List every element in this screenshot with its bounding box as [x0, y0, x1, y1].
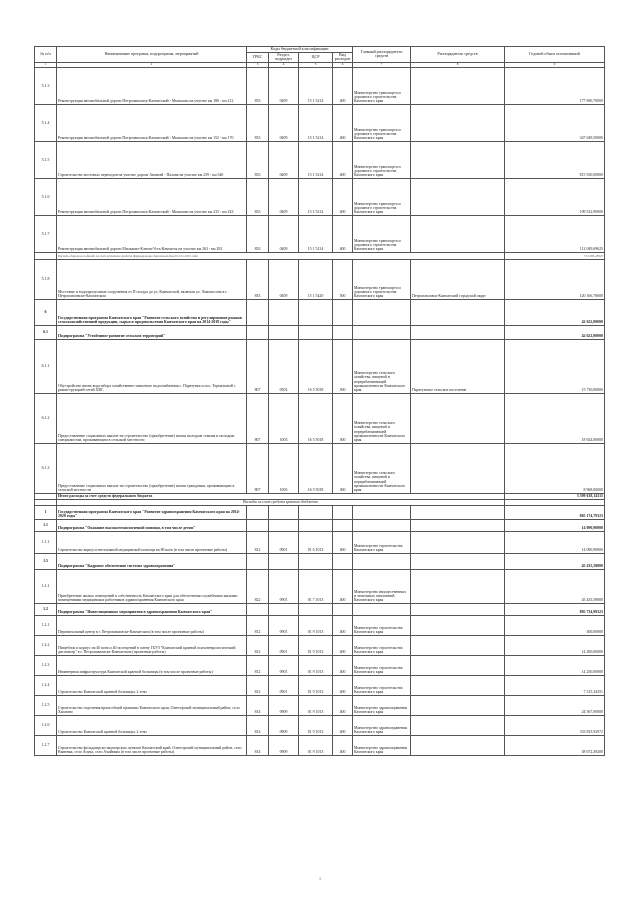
row-vr: 400: [333, 67, 353, 104]
table-row: [35, 443, 605, 493]
column-number: 2: [57, 62, 247, 67]
row-vr: 500: [333, 259, 353, 299]
row-vr: 400: [333, 178, 353, 215]
row-name: Реконструкция автомобильной дороги Петропавловск-Камчатский - Мильково на участке км 233 - км 243: [57, 178, 247, 215]
row-vr: 400: [333, 215, 353, 252]
row-vr: 400: [333, 569, 353, 603]
row-sum: 300,00000: [505, 615, 605, 635]
row-sum: 38 672,49200: [505, 735, 605, 755]
header-rasp: Распорядитель средств: [411, 47, 505, 63]
row-grbs: 807: [247, 443, 269, 493]
row-sum: 24 567,00000: [505, 695, 605, 715]
row-grbs: 833: [247, 259, 269, 299]
row-num: 6.1: [35, 325, 57, 339]
header-codes-group: Коды бюджетной классификации: [247, 47, 353, 53]
row-num: 5.1.6: [35, 178, 57, 215]
table-row: [35, 655, 605, 675]
header-grbs: ГРБС: [247, 52, 269, 62]
header-razdel: Раздел, подраздел: [269, 52, 299, 62]
subprogram-row: [35, 553, 605, 569]
budget-table: [34, 46, 605, 756]
header-num: № п/п: [35, 47, 57, 63]
row-rasp: [411, 443, 505, 493]
row-grbs: 812: [247, 655, 269, 675]
row-org: Министерство транспорта и дорожного строительства Камчатского края: [353, 215, 411, 252]
row-csr: 16 5 5018: [299, 393, 333, 443]
subprogram-name: Подпрограмма "Оказание высокотехнологичной помощи, в том числе детям": [57, 519, 247, 531]
program-name: Государственная программа Камчатского края "Развитие сельского хозяйства и регулирование рынков сельскохозяйственной продукции, сырья и продовольствия Камчатского края на 2014-2018 годы": [57, 299, 247, 325]
row-csr: 15 1 5214: [299, 215, 333, 252]
row-name: Инженерная инфраструктура Камчатской краевой больницы (в том числе проектные работы): [57, 655, 247, 675]
total-sum: 3 599 618,14315: [505, 493, 605, 499]
table-row: [35, 735, 605, 755]
row-rasp: [411, 67, 505, 104]
row-num: 5.1.3: [35, 67, 57, 104]
note-row: [35, 252, 605, 259]
row-num: 5.1.8: [35, 259, 57, 299]
row-sum: 15 730,00000: [505, 339, 605, 393]
row-csr: 01 7 1013: [299, 569, 333, 603]
page-number: 1: [319, 876, 321, 881]
row-rasp: [411, 715, 505, 735]
column-number: 1: [35, 62, 57, 67]
row-num: 1.2.7: [35, 735, 57, 755]
row-num: 5.1.7: [35, 215, 57, 252]
row-rasp: [411, 215, 505, 252]
row-vr: 400: [333, 655, 353, 675]
row-razdel: 0909: [269, 735, 299, 755]
budget-document: [34, 46, 604, 756]
row-grbs: 822: [247, 569, 269, 603]
total-label: Итого расходы за счет средств федерального бюджета: [57, 493, 505, 499]
row-sum: 333 835,92972: [505, 715, 605, 735]
row-csr: 01 9 1013: [299, 655, 333, 675]
row-org: Министерство здравоохранения Камчатского края: [353, 695, 411, 715]
subprogram-row: [35, 325, 605, 339]
row-razdel: 1003: [269, 443, 299, 493]
row-sum: 347 649,50000: [505, 104, 605, 141]
subprogram-sum: 805 734,98323: [505, 603, 605, 615]
row-grbs: 812: [247, 675, 269, 695]
program-name: Государственная программа Камчатского края "Развитие здравоохранения Камчатского края на 2014-2020 годы": [57, 505, 247, 519]
row-org: Министерство строительства Камчатского края: [353, 531, 411, 553]
row-num: 1.2.2: [35, 635, 57, 655]
row-rasp: [411, 635, 505, 655]
table-row: [35, 569, 605, 603]
note-label: [57, 252, 505, 259]
row-rasp: Паратунское сельское поселение: [411, 339, 505, 393]
row-csr: 15 1 5420: [299, 259, 333, 299]
row-sum: 7 315,34351: [505, 675, 605, 695]
note-text: Расходы дорожного фонда за счет остатков средств формирующих дорожный фонд: [58, 254, 176, 259]
row-org: Министерство имущественных и земельных отношений Камчатского края: [353, 569, 411, 603]
column-number: 4: [269, 62, 299, 67]
row-grbs: 833: [247, 178, 269, 215]
row-sum: 177 690,70000: [505, 67, 605, 104]
row-grbs: 814: [247, 695, 269, 715]
row-num: 1.2.6: [35, 715, 57, 735]
table-row: [35, 675, 605, 695]
row-org: Министерство строительства Камчатского края: [353, 655, 411, 675]
row-name: Строительство фельдшерско-акушерских пунктов Камчатский край, Олюторский муниципальный район, село Вывенка, село Апука, село Ачайваям (в том числе проектные работы): [57, 735, 247, 755]
row-csr: 15 1 5214: [299, 104, 333, 141]
row-rasp: [411, 655, 505, 675]
row-rasp: [411, 141, 505, 178]
column-number: 9: [505, 62, 605, 67]
row-rasp: Петропавловск-Камчатский городской округ: [411, 259, 505, 299]
row-razdel: 0901: [269, 569, 299, 603]
row-vr: 300: [333, 443, 353, 493]
subprogram-name: Подпрограмма "Инвестиционные мероприятия в здравоохранении Камчатского края": [57, 603, 247, 615]
row-csr: 01 9 1013: [299, 615, 333, 635]
row-num: 1.2: [35, 603, 57, 615]
table-row: [35, 695, 605, 715]
table-row: [35, 635, 605, 655]
row-num: 1.2.4: [35, 675, 57, 695]
row-csr: 01 9 1013: [299, 715, 333, 735]
row-org: Министерство строительства Камчатского края: [353, 615, 411, 635]
row-num: 5.1.5: [35, 141, 57, 178]
row-num: 1.2.1: [35, 569, 57, 603]
header-csr: ЦСР: [299, 52, 333, 62]
row-csr: 15 1 5214: [299, 178, 333, 215]
row-num: 1.1: [35, 519, 57, 531]
column-number: 7: [353, 62, 411, 67]
row-rasp: [411, 178, 505, 215]
column-number: 3: [247, 62, 269, 67]
row-razdel: 0901: [269, 675, 299, 695]
row-org: Министерство здравоохранения Камчатского края: [353, 715, 411, 735]
table-row: [35, 615, 605, 635]
row-org: Министерство строительства Камчатского края: [353, 635, 411, 655]
row-grbs: 812: [247, 615, 269, 635]
row-rasp: [411, 393, 505, 443]
row-sum: 14 090,90000: [505, 531, 605, 553]
row-razdel: 0409: [269, 215, 299, 252]
row-num: 6.1.1: [35, 339, 57, 393]
table-row: [35, 339, 605, 393]
program-sum: 42 622,00000: [505, 299, 605, 325]
header-vr: Вид расходов: [333, 52, 353, 62]
row-num: 6: [35, 299, 57, 325]
subprogram-name: Подпрограмма "Устойчивое развитие сельских территорий": [57, 325, 247, 339]
row-rasp: [411, 615, 505, 635]
row-csr: 16 5 5018: [299, 443, 333, 493]
row-vr: 400: [333, 141, 353, 178]
note-date: 01.01.2015 года: [176, 254, 198, 259]
row-razdel: 0909: [269, 695, 299, 715]
table-row: [35, 393, 605, 443]
row-vr: 500: [333, 339, 353, 393]
table-row: [35, 259, 605, 299]
row-org: Министерство здравоохранения Камчатского края: [353, 735, 411, 755]
column-number: 5: [299, 62, 333, 67]
table-row: [35, 104, 605, 141]
row-num: 1.1.1: [35, 531, 57, 553]
subprogram-sum: 42 622,00000: [505, 325, 605, 339]
row-grbs: 807: [247, 393, 269, 443]
row-razdel: 0901: [269, 655, 299, 675]
row-grbs: 833: [247, 215, 269, 252]
subprogram-row: [35, 519, 605, 531]
row-razdel: 0409: [269, 141, 299, 178]
row-num: 1: [35, 505, 57, 519]
row-grbs: 833: [247, 104, 269, 141]
row-org: Министерство транспорта и дорожного строительства Камчатского края: [353, 259, 411, 299]
row-name: Обустройство вновь водозабора хозяйственно-питьевого водоснабжения с. Паратунка и пос. Термальный с реконструкцией сетей ХВС: [57, 339, 247, 393]
table-row: [35, 531, 605, 553]
row-num: 5.1.4: [35, 104, 57, 141]
row-rasp: [411, 531, 505, 553]
header-name: Наименование программ, подпрограмм, мероприятий: [57, 47, 247, 63]
row-rasp: [411, 104, 505, 141]
row-org: Министерство транспорта и дорожного строительства Камчатского края: [353, 178, 411, 215]
subprogram-name: Подпрограмма "Кадровое обеспечение системы здравоохранения": [57, 553, 247, 569]
column-number: 6: [333, 62, 353, 67]
row-name: Перинатальный центр в г. Петропавловске-Камчатском (в том числе проектные работы): [57, 615, 247, 635]
row-razdel: 0502: [269, 339, 299, 393]
subprogram-row: [35, 603, 605, 615]
row-org: Министерство транспорта и дорожного строительства Камчатского края: [353, 67, 411, 104]
row-razdel: 0409: [269, 259, 299, 299]
row-csr: 15 1 5214: [299, 141, 333, 178]
row-razdel: 0409: [269, 178, 299, 215]
row-name: Приобретение жилых помещений в собственность Камчатского края для обеспечения служебными жилыми помещениями медицинских работников здравоохранения Камчатского края: [57, 569, 247, 603]
row-sum: 14 250,00000: [505, 655, 605, 675]
row-razdel: 0901: [269, 635, 299, 655]
row-grbs: 833: [247, 67, 269, 104]
table-row: [35, 67, 605, 104]
row-org: Министерство транспорта и дорожного строительства Камчатского края: [353, 104, 411, 141]
table-row: [35, 178, 605, 215]
program-row: [35, 299, 605, 325]
row-vr: 400: [333, 531, 353, 553]
row-vr: 400: [333, 635, 353, 655]
program-row: [35, 505, 605, 519]
row-rasp: [411, 675, 505, 695]
row-grbs: 814: [247, 715, 269, 735]
row-vr: 400: [333, 615, 353, 635]
row-name: Строительство отделения врача общей практики Камчатского края, Олюторский муниципальный район, село Хаилино: [57, 695, 247, 715]
row-grbs: 812: [247, 531, 269, 553]
row-csr: 01 9 1013: [299, 735, 333, 755]
row-sum: 8 968,00000: [505, 443, 605, 493]
table-row: [35, 215, 605, 252]
row-grbs: 807: [247, 339, 269, 393]
row-org: Министерство сельского хозяйства, пищевой и перерабатывающей промышленности Камчатского края: [353, 443, 411, 493]
row-csr: 16 5 5018: [299, 339, 333, 393]
row-num: 1.2.5: [35, 695, 57, 715]
row-vr: 400: [333, 104, 353, 141]
row-num: 1.2.3: [35, 655, 57, 675]
row-razdel: 1003: [269, 393, 299, 443]
table-row: [35, 715, 605, 735]
row-name: Пищеблок и корпус на 40 коек и 40 посещений в смену ГБУЗ "Камчатский краевой психоневрологический диспансер" в г. Петропавловске-Камчатском (проектные работы): [57, 635, 247, 655]
table-body: [35, 67, 605, 755]
note-sum: 713 283,43625: [505, 252, 605, 259]
table-row: [35, 141, 605, 178]
row-grbs: 833: [247, 141, 269, 178]
subprogram-sum: 14 090,90000: [505, 519, 605, 531]
row-org: Министерство транспорта и дорожного строительства Камчатского края: [353, 141, 411, 178]
row-rasp: [411, 569, 505, 603]
row-name: Строительство Камчатской краевой больницы, 2 этап: [57, 675, 247, 695]
row-org: Министерство строительства Камчатского края: [353, 675, 411, 695]
row-razdel: 0901: [269, 531, 299, 553]
row-vr: 400: [333, 695, 353, 715]
row-sum: 815 550,00000: [505, 141, 605, 178]
row-vr: 400: [333, 675, 353, 695]
row-name: Реконструкция автомобильной дороги Петропавловск-Камчатский - Мильково на участке км 186 - км 212: [57, 67, 247, 104]
row-sum: 112 049,69625: [505, 215, 605, 252]
row-sum: 45 435,58000: [505, 569, 605, 603]
row-num: 1.5: [35, 553, 57, 569]
row-name: Предоставление социальных выплат на строительство (приобретение) жилья молодым семьям и молодым специалистам, проживающим в сельской местности: [57, 393, 247, 443]
row-grbs: 812: [247, 635, 269, 655]
row-num: 6.1.2: [35, 393, 57, 443]
row-name: Строительство мостовых переходов на участке дороги Анавгай - Палана на участке км 259 - км 340: [57, 141, 247, 178]
row-org: Министерство сельского хозяйства, пищевой и перерабатывающей промышленности Камчатского края: [353, 339, 411, 393]
row-grbs: 814: [247, 735, 269, 755]
row-sum: 109 532,90000: [505, 178, 605, 215]
table-header: [35, 47, 605, 68]
row-csr: 15 1 5214: [299, 67, 333, 104]
row-rasp: [411, 695, 505, 715]
row-name: Строительство Камчатской краевой больницы, 2 этап: [57, 715, 247, 735]
row-csr: 01 9 1013: [299, 675, 333, 695]
header-sum: Годовой объем ассигнований: [505, 47, 605, 63]
row-csr: 01 9 1013: [299, 635, 333, 655]
section-title: Расходы за счет средств краевого бюджета: [57, 499, 505, 505]
row-num: 6.1.3: [35, 443, 57, 493]
row-vr: 400: [333, 715, 353, 735]
row-sum: 120 166,70600: [505, 259, 605, 299]
row-razdel: 0909: [269, 715, 299, 735]
row-name: Реконструкция автомобильной дороги Петропавловск-Камчатский - Мильково на участке км 152 - км 170: [57, 104, 247, 141]
row-name: Реконструкция автомобильной дороги Мильково-Ключи-Усть-Камчатск на участке км 263 - км 292: [57, 215, 247, 252]
row-vr: 400: [333, 735, 353, 755]
row-name: Мостовые и водопропускные сооружения от П полуда до ул. Камчатской, включая ул. Ломоносова в г. Петропавловске-Камчатском: [57, 259, 247, 299]
row-razdel: 0409: [269, 67, 299, 104]
row-razdel: 0901: [269, 615, 299, 635]
row-org: Министерство сельского хозяйства, пищевой и перерабатывающей промышленности Камчатского края: [353, 393, 411, 443]
program-sum: 865 174,79323: [505, 505, 605, 519]
row-csr: 01 9 1013: [299, 695, 333, 715]
row-sum: 14 200,00000: [505, 635, 605, 655]
row-razdel: 0409: [269, 104, 299, 141]
row-sum: 18 924,00000: [505, 393, 605, 443]
subprogram-sum: 45 435,58000: [505, 553, 605, 569]
row-name: Предоставление социальных выплат на строительство (приобретение) жилья гражданам, проживающим в сельской местности: [57, 443, 247, 493]
column-number: 8: [411, 62, 505, 67]
row-rasp: [411, 735, 505, 755]
row-name: Строительство корпуса неотложной медицинской помощи на 80 коек (в том числе проектные работы): [57, 531, 247, 553]
row-num: 1.2.1: [35, 615, 57, 635]
row-csr: 01 6 1013: [299, 531, 333, 553]
header-org: Главный распорядитель средств: [353, 47, 411, 63]
row-vr: 300: [333, 393, 353, 443]
